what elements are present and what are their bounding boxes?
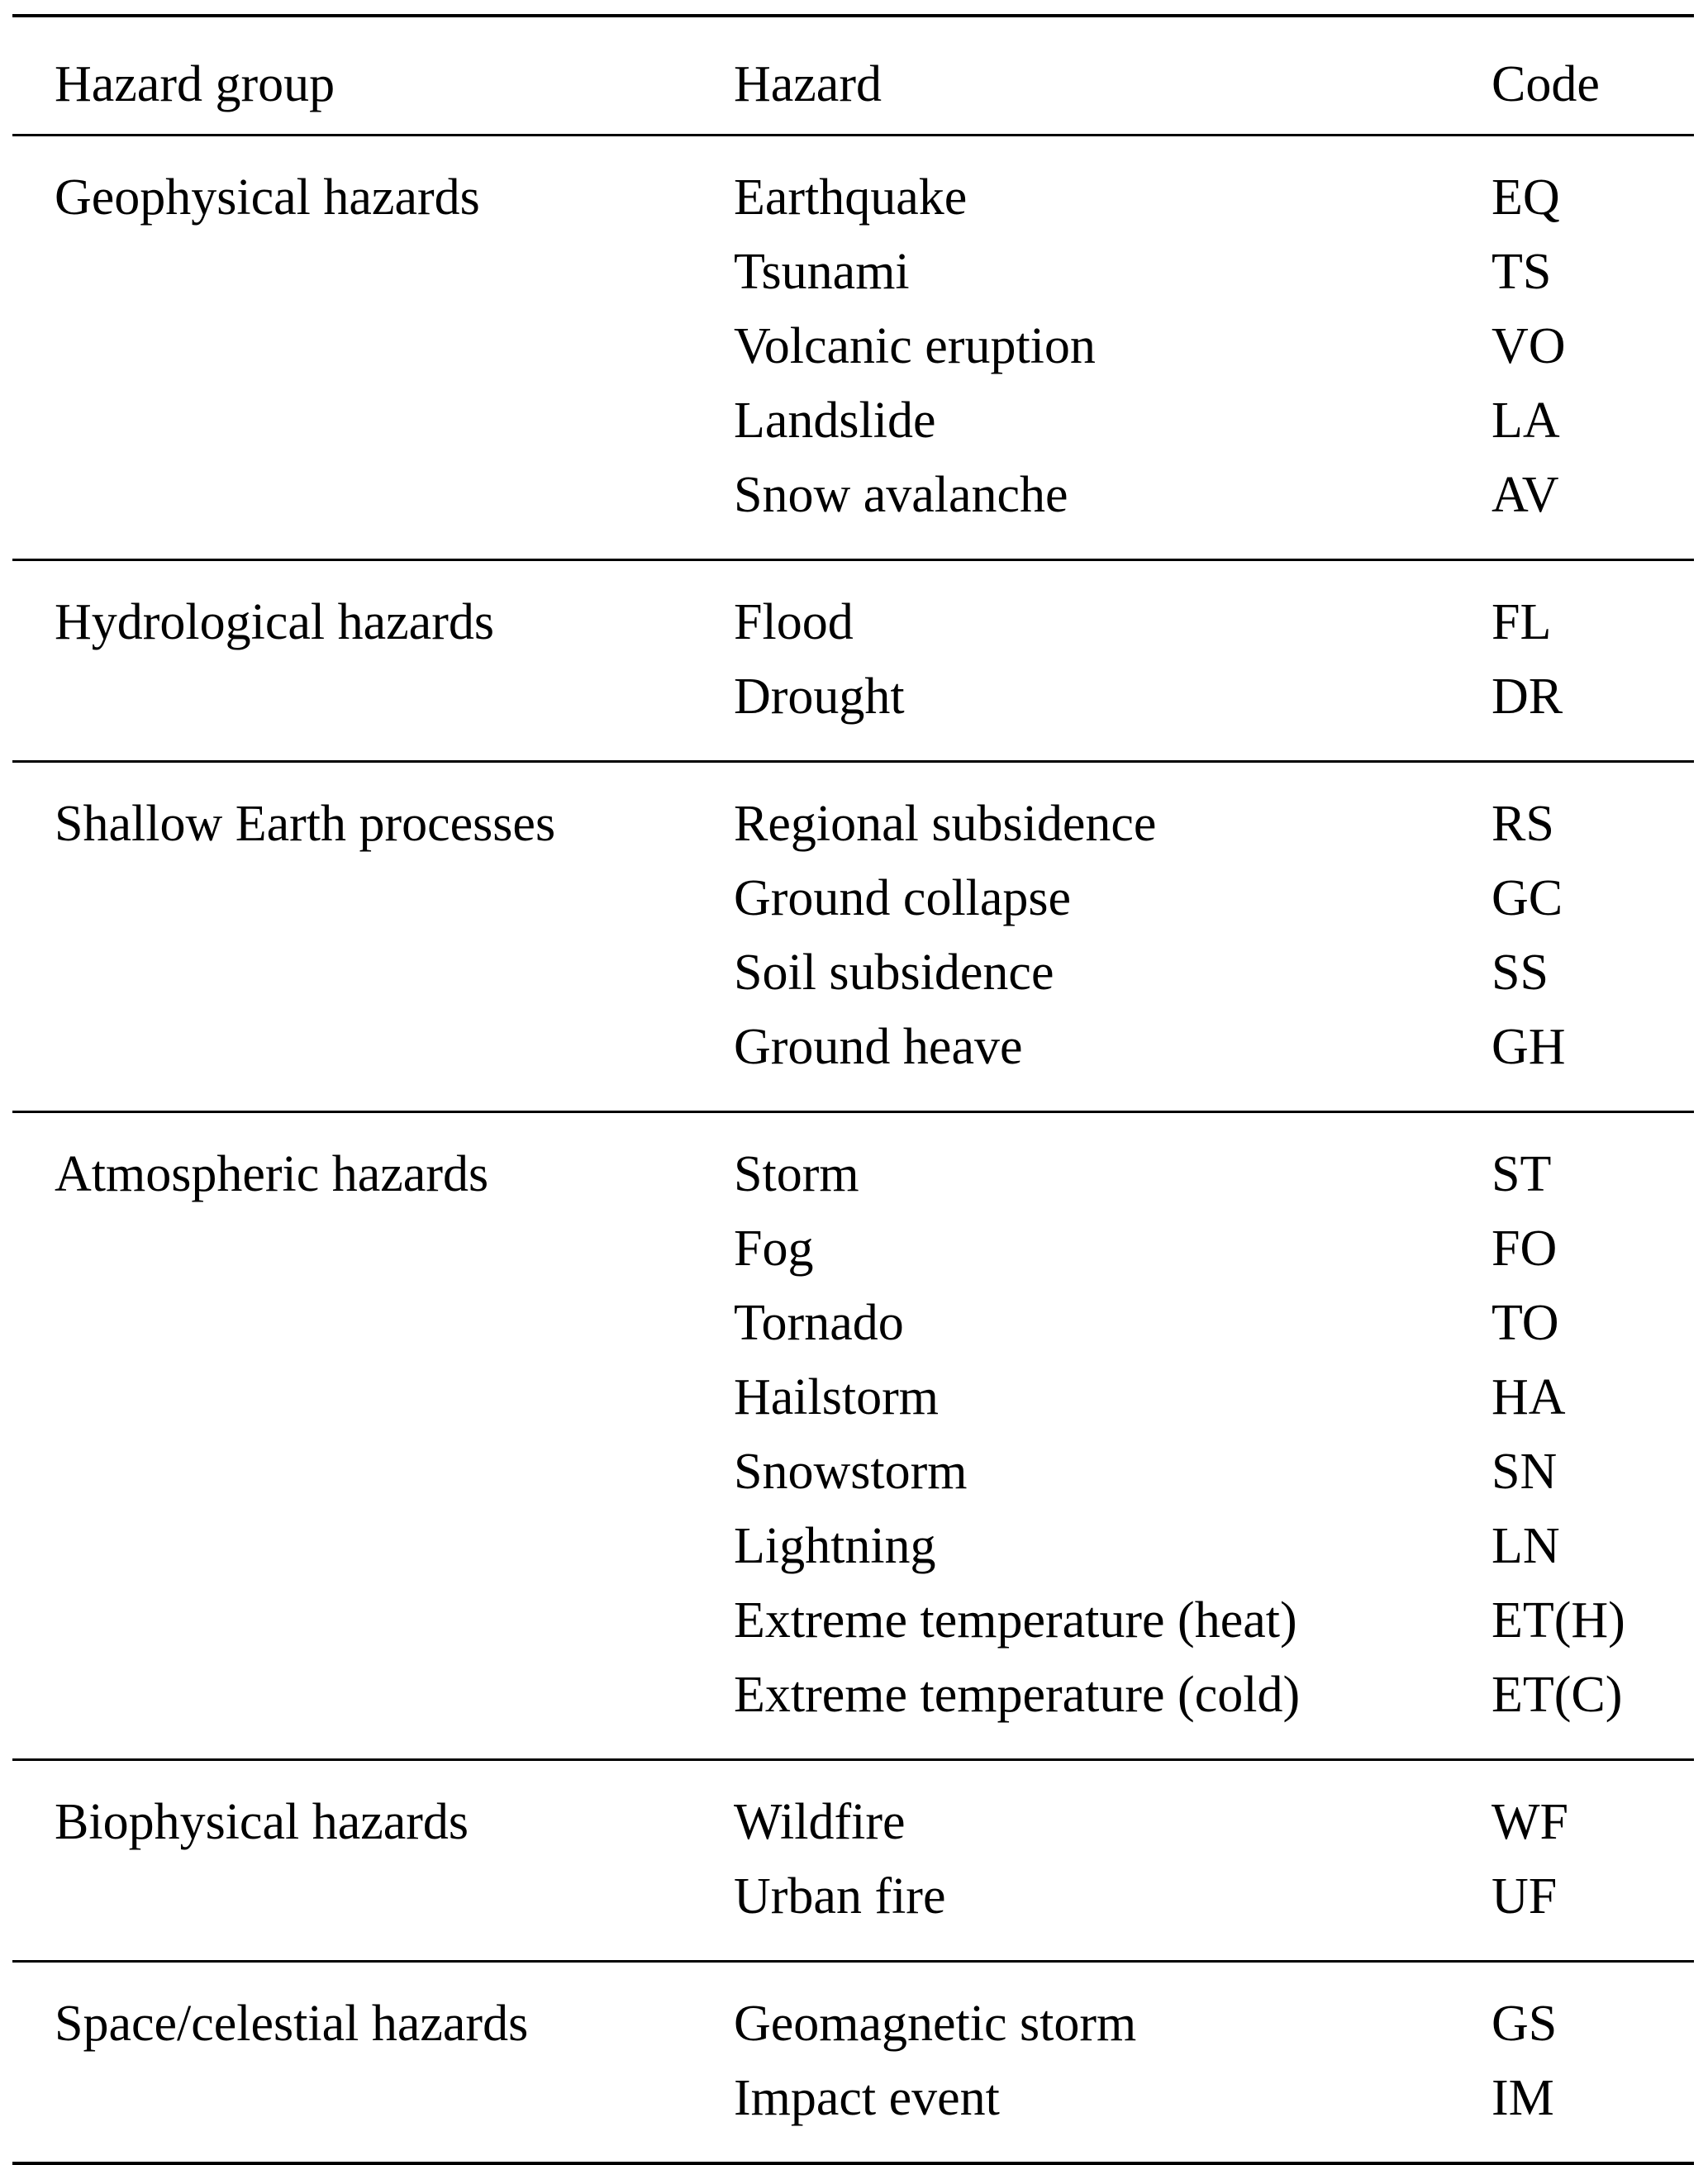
hazard-code: TS <box>1492 244 1552 300</box>
table-header <box>12 16 1694 136</box>
table-section-shallow-earth <box>12 763 1694 1112</box>
hazard-name: Impact event <box>734 2070 1000 2126</box>
section-code-cell <box>1449 763 1694 1112</box>
hazard-name: Extreme temperature (cold) <box>734 1667 1301 1723</box>
section-hazard-cell <box>692 136 1449 560</box>
hazard-name: Ground heave <box>734 1019 1023 1075</box>
hazard-name: Snowstorm <box>734 1444 968 1500</box>
hazard-name: Fog <box>734 1220 814 1277</box>
table-section-space-celestial <box>12 1963 1694 2163</box>
hazard-name: Soil subsidence <box>734 945 1054 1001</box>
section-code-cell <box>1449 1963 1694 2163</box>
hazard-code: UF <box>1492 1868 1558 1925</box>
hazard-name: Landslide <box>734 393 936 449</box>
hazard-name: Lightning <box>734 1518 936 1574</box>
hazard-name-list <box>734 1785 1449 1934</box>
section-hazard-cell <box>692 1963 1449 2163</box>
hazard-code: ET(H) <box>1492 1592 1625 1649</box>
table-section-hydrological <box>12 561 1694 762</box>
hazard-group-label: Geophysical hazards <box>55 169 480 226</box>
hazard-code-list <box>1492 585 1694 734</box>
hazard-code: ST <box>1492 1146 1552 1202</box>
hazard-code-list <box>1492 1987 1694 2135</box>
hazard-name: Drought <box>734 669 905 725</box>
table-body <box>12 136 1694 2165</box>
hazard-name-list <box>734 787 1449 1084</box>
hazard-code: LA <box>1492 393 1560 449</box>
hazard-name-list <box>734 585 1449 734</box>
hazard-name: Geomagnetic storm <box>734 1996 1137 2052</box>
section-code-cell <box>1449 1113 1694 1760</box>
section-code-cell <box>1449 136 1694 560</box>
table-section-biophysical <box>12 1761 1694 1962</box>
hazard-code: LN <box>1492 1518 1560 1574</box>
column-header-hazard-group: Hazard group <box>55 56 335 112</box>
hazard-code: AV <box>1492 467 1559 523</box>
hazard-code: SN <box>1492 1444 1558 1500</box>
section-group-cell <box>12 1113 692 1760</box>
hazard-name: Earthquake <box>734 169 968 226</box>
hazard-name: Ground collapse <box>734 870 1072 926</box>
hazard-classification-table-container <box>0 14 1708 2134</box>
hazard-code: RS <box>1492 796 1554 852</box>
section-group-cell <box>12 1761 692 1962</box>
hazard-code: FL <box>1492 594 1552 650</box>
hazard-name: Tornado <box>734 1295 904 1351</box>
hazard-group-label: Biophysical hazards <box>55 1794 469 1850</box>
hazard-code: GH <box>1492 1019 1566 1075</box>
hazard-code: VO <box>1492 318 1566 374</box>
section-hazard-cell <box>692 1113 1449 1760</box>
hazard-code: GC <box>1492 870 1563 926</box>
hazard-code: HA <box>1492 1369 1566 1425</box>
hazard-code: DR <box>1492 669 1563 725</box>
hazard-name: Volcanic eruption <box>734 318 1096 374</box>
hazard-code-list <box>1492 1137 1694 1732</box>
hazard-name: Flood <box>734 594 854 650</box>
table-header-row <box>12 17 1694 136</box>
hazard-code: TO <box>1492 1295 1559 1351</box>
section-group-cell <box>12 1963 692 2163</box>
hazard-name: Snow avalanche <box>734 467 1068 523</box>
hazard-code: IM <box>1492 2070 1554 2126</box>
hazard-code: SS <box>1492 945 1549 1001</box>
hazard-name: Extreme temperature (heat) <box>734 1592 1297 1649</box>
hazard-name: Hailstorm <box>734 1369 939 1425</box>
section-hazard-cell <box>692 1761 1449 1962</box>
section-hazard-cell <box>692 561 1449 762</box>
hazard-code-list <box>1492 1785 1694 1934</box>
hazard-name: Wildfire <box>734 1794 906 1850</box>
hazard-code: WF <box>1492 1794 1568 1850</box>
hazard-code: ET(C) <box>1492 1667 1623 1723</box>
hazard-group-label: Hydrological hazards <box>55 594 494 650</box>
hazard-name-list <box>734 1987 1449 2135</box>
hazard-name-list <box>734 1137 1449 1732</box>
table-section-atmospheric <box>12 1113 1694 1760</box>
column-header-hazard: Hazard <box>734 56 882 112</box>
hazard-code: FO <box>1492 1220 1558 1277</box>
hazard-group-label: Space/celestial hazards <box>55 1996 529 2052</box>
hazard-code-list <box>1492 160 1694 532</box>
hazard-code-list <box>1492 787 1694 1084</box>
section-group-cell <box>12 763 692 1112</box>
section-code-cell <box>1449 561 1694 762</box>
hazard-name: Regional subsidence <box>734 796 1157 852</box>
hazard-group-label: Shallow Earth processes <box>55 796 556 852</box>
section-hazard-cell <box>692 763 1449 1112</box>
hazard-name: Urban fire <box>734 1868 946 1925</box>
hazard-name: Storm <box>734 1146 859 1202</box>
section-group-cell <box>12 136 692 560</box>
hazard-classification-table <box>12 14 1694 2165</box>
section-group-cell <box>12 561 692 762</box>
column-header-code: Code <box>1492 56 1600 112</box>
hazard-code: GS <box>1492 1996 1558 2052</box>
hazard-group-label: Atmospheric hazards <box>55 1146 489 1202</box>
hazard-name-list <box>734 160 1449 532</box>
hazard-code: EQ <box>1492 169 1560 226</box>
hazard-name: Tsunami <box>734 244 910 300</box>
section-code-cell <box>1449 1761 1694 1962</box>
table-section-geophysical <box>12 136 1694 560</box>
